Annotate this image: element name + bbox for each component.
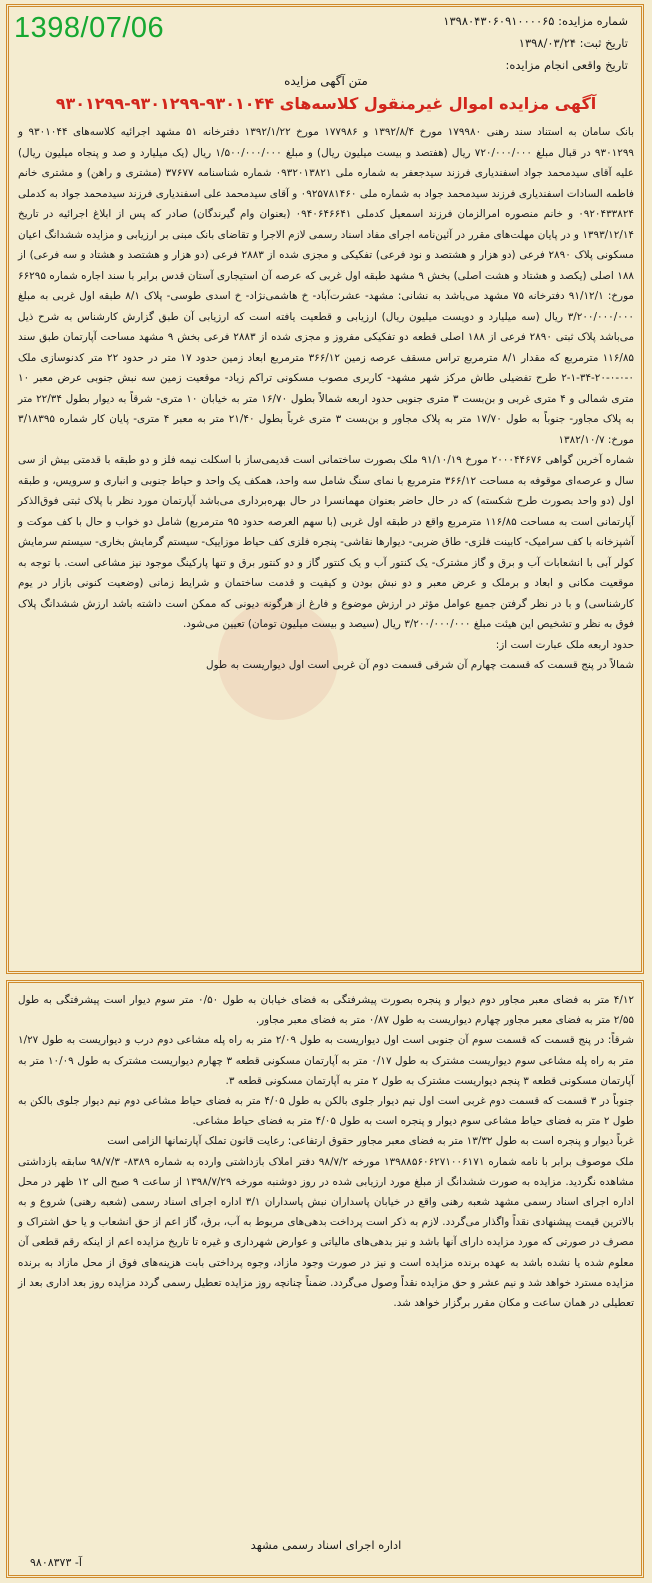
paragraph: غرباً دیوار و پنجره است به طول ۱۳/۳۲ متر به فضای معبر مجاور حقوق ارتفاعی: رعایت قانون تملک آپارتمانها الزامی است: [107, 1135, 634, 1148]
paragraph: حدود اربعه ملک عبارت است از:: [495, 638, 634, 651]
footer-signature: اداره اجرای اسناد رسمی مشهد: [250, 1538, 402, 1552]
notice-body-top: [18, 122, 634, 676]
notice-body-bottom: [18, 990, 634, 1313]
actual-date: تاریخ واقعی انجام مزایده:: [505, 58, 628, 72]
notice-label: متن آگهی مزایده: [284, 74, 368, 88]
header-info: [298, 10, 628, 76]
footer-code: آ- ۹۸۰۸۳۷۳: [30, 1556, 82, 1569]
notice-title: آگهی مزایده اموال غیرمنقول کلاسه‌های ۹۳۰۱۰۴۴-۹۳۰۱۲۹۹-۹۳۰۱۲۹۹: [55, 94, 597, 113]
auction-number: شماره مزایده: ۱۳۹۸۰۴۳۰۶۰۹۱۰۰۰۰۶۵: [443, 14, 628, 28]
paragraph: بانک سامان به استناد سند رهنی ۱۷۹۹۸۰ مورخ ۱۳۹۲/۸/۴ و ۱۷۷۹۸۶ مورخ ۱۳۹۲/۱/۲۲ دفترخانه ۵۱ مشهد اجرائیه کلاسه‌های ۹۳۰۱۰۴۴ و ۹۳۰۱۲۹۹ در قبال مبلغ ۷۲۰/۰۰۰/۰۰۰ ریال (هفتصد و بیست میلیون ریال) و مبلغ ۱/۵۰۰/۰۰۰/۰۰۰ ریال (یک میلیارد و صد و پنجاه میلیون ریال) علیه آقای سیدمحمد جواد اسفندیاری فرزند سیدجعفر به شماره ملی ۰۹۳۲۰۱۳۸۲۱ شماره شناسنامه ۳۷۶۷۷ (مشتری و راهن) و مشتری خانم فاطمه السادات اسفندیاری فرزند سیدمحمد جواد به شماره ملی ۰۹۲۵۷۸۱۴۶۰ و آقای سیدمحمد علی اسفندیاری فرزند سیدمحمد جواد به کدملی ۰۹۲۰۴۳۳۸۲۴ و خانم منصوره امرالزمان فرزند اسمعیل کدملی ۰۹۴۰۶۴۶۶۴۱ (بعنوان وام گیرندگان) صادر که پس از ابلاغ اجرائیه در تاریخ ۱۳۹۳/۱۲/۱۴ و در پایان مهلت‌های مقرر در آئین‌نامه اجرای مفاد اسناد رسمی لازم الاجرا و تقاضای بانک مبنی بر ارزیابی و مزایده ششدانگ اعیان مسکونی پلاک ۲۸۹۰ فرعی (دو هزار و هشتصد و نود فرعی) تفکیکی و مجزی شده از ۲۸۸۳ فرعی (دو هزار و هشتصد و هشتاد و سه فرعی) از ۱۸۸ اصلی (یکصد و هشتاد و هشت اصلی) بخش ۹ مشهد طبقه اول غربی که عرصه آن استیجاری آستان قدس برابر با سند اجاره شماره ۶۶۲۹۵ مورخ: ۹۱/۱۲/۱ دفترخانه ۷۵ مشهد می‌باشد به نشانی: مشهد- عشرت‌آباد- خ هاشمی‌نژاد- خ اسدی طوسی- پلاک ۸/۱ طبقه اول غربی به مبلغ ۳/۲۰۰/۰۰۰/۰۰۰ ریال (سه میلیارد و دویست میلیون ریال) ارزیابی و قطعیت یافته است که ارزیابی آن طبق گزارش کارشناس به شرح ذیل می‌باشد پلاک ثبتی ۲۸۹۰ فرعی از ۱۸۸ اصلی قطعه دو تفکیکی مفروز و مجزی شده از ۲۸۸۳ فرعی بخش ۹ مشهد مساحت آپارتمان طبق سند ۱۱۶/۸۵ مترمربع که مقدار ۸/۱ مترمربع تراس مسقف عرصه زمین ۳۶۶/۱۲ مترمربع ابعاد زمین حدود ۱۷ متر در حدود ۲۲ متر کدنوسازی ملک ۰-۰-۰-۲۰-۳۴-۱-۲ طرح تفضیلی طاش مرکز شهر مشهد- کاربری مصوب مسکونی تراکم زیاد- موقعیت زمین سه نبش جنوبی عرض معبر ۱۰ متری شمالی و ۴ متری غربی و بن‌بست ۳ متری جنوبی حدود اربعه شمالاً بطول ۱۶/۷۰ متر به خیابان ۱۰ متری- شرقاً به دیوار بطول ۲۲/۳۴ متر به پلاک مجاور- جنوباً به طول ۱۷/۷۰ متر به پلاک مجاور و بن‌بست ۳ متری غرباً بطول ۲۱/۴۰ متر به معبر ۴ متری- پایان کار شماره ۳/۱۸۳۹۵ مورخ: ۱۳۸۲/۱۰/۷: [18, 126, 635, 446]
paragraph: جنوباً در ۳ قسمت که قسمت دوم غربی است اول نیم دیوار جلوی بالکن به طول ۴/۰۵ متر به فضای حیاط مشاعی دوم نیم دیوار جلوی بالکن به طول ۲ متر به فضای حیاط مشاعی سوم دیوار و پنجره است به طول ۴/۰۵ متر به فضای حیاط مشاعی.: [18, 1095, 634, 1128]
paragraph: شماره آخرین گواهی ۲۰۰۰۴۴۶۷۶ مورخ ۹۱/۱۰/۱۹ ملک بصورت ساختمانی است قدیمی‌ساز با اسکلت نیمه فلز و دو طبقه با قدمتی بیش از سی سال و عرصه‌ای موقوفه به مساحت ۳۶۶/۱۲ مترمربع با نمای سنگ شامل سه واحد، همکف یک واحد و حیاط جنوبی و انباری و سرویس، و طبقه اول (دو واحد بصورت طرح شکسته) که در حال حاضر بعنوان مهمانسرا در حال بهره‌برداری می‌باشد آپارتمان مورد نظر با پلاک ثبتی فوق‌الذکر آپارتمانی است به مساحت ۱۱۶/۸۵ مترمربع واقع در طبقه اول غربی (با سهم العرصه حدود ۹۵ مترمربع) شامل دو خواب و حال با کف موکت و آشپزخانه با کف سرامیک- کابینت فلزی- طاق ضربی- دیوارها نقاشی- پنجره فلزی کف حیاط موزاییک- سیستم گرمایش بخاری- سیستم سرمایش کولر آبی با انشعابات آب و برق و گاز مشترک- یک کنتور آب و یک کنتور گاز و دو کنتور برق و تنها پارکینگ موجود نیز مشاعی است. با توجه به موقعیت مکانی و ابعاد و برملک و عرض معبر و دو نبش بودن و کیفیت و قدمت ساختمان و شرایط زمانی (وضعیت کنونی بازار در یوم کارشناسی) و با در نظر گرفتن جمیع عوامل مؤثر در ارزش موضوع و فارغ از هرگونه دیونی که ممکن است داشته باشد ارزش ششدانگ پلاک فوق به نظر و تشخیص این هیئت مبلغ ۳/۲۰۰/۰۰۰/۰۰۰ ریال (سیصد و بیست میلیون تومان) تعیین می‌شود.: [18, 454, 635, 630]
paragraph: شرقاً: در پنج قسمت که قسمت سوم آن جنوبی است اول دیواریست به طول ۲/۰۹ متر به راه پله مشاعی دوم درب و دیواریست به طول ۱/۲۷ متر به راه پله مشاعی سوم دیواریست مشترک به طول ۰/۱۷ متر به آپارتمان مسکونی قطعه ۳ چهارم دیواریست مشترک به طول ۱۰/۰۹ متر به آپارتمان مسکونی قطعه ۳ پنجم دیواریست مشترک به طول ۲ متر به آپارتمان مسکونی قطعه ۳.: [18, 1034, 634, 1087]
paragraph: ۴/۱۲ متر به فضای معبر مجاور دوم دیوار و پنجره بصورت پیشرفتگی به فضای خیابان به طول ۰/۵۰ متر سوم دیوار است پیشرفتگی به طول ۲/۵۵ متر به فضای معبر مجاور چهارم دیواریست به طول ۰/۸۷ متر به فضای معبر مجاور.: [18, 994, 634, 1027]
date-stamp: 1398/07/06: [14, 12, 165, 44]
paragraph: ملک موصوف برابر با نامه شماره ۱۳۹۸۸۵۶۰۶۲۷۱۰۰۶۱۷۱ مورخه ۹۸/۷/۲ دفتر املاک بازداشتی وارده به شماره ۸۳۸۹- ۹۸/۷/۳ سابقه بازداشتی مشاهده نگردید. مزایده به صورت ششدانگ از مبلغ مورد ارزیابی شده در روز دوشنبه مورخه ۱۳۹۸/۷/۲۹ از ساعت ۹ صبح الی ۱۲ ظهر در محل اداره اجرای اسناد رسمی مشهد شعبه رهنی واقع در خیابان پاسداران نبش پاسداران ۳/۱ اداره اجرای اسناد رسمی (شعبه رهنی) شروع و به بالاترین قیمت پیشنهادی نقداً واگذار می‌گردد. لازم به ذکر است پرداخت بدهی‌های مربوط به آب، برق، گاز اعم از حق انشعاب و یا حق اشتراک و مصرف در صورتی که مورد مزایده دارای آنها باشد و نیز بدهی‌های مالیاتی و عوارض شهرداری و غیره تا تاریخ مزایده اعم از اینکه رقم قطعی آن معلوم شده یا نشده باشد به عهده برنده مزایده است و نیز در صورت وجود مازاد، وجوه پرداختی بابت هزینه‌های فوق از محل مازاد به برنده مزایده مسترد خواهد شد و نیم عشر و حق مزایده نقداً وصول می‌گردد. ضمناً چنانچه روز مزایده تعطیل رسمی گردد مزایده روز بعد اداری بعد از تعطیلی در همان ساعت و مکان مقرر برگزار خواهد شد.: [18, 1155, 634, 1310]
registration-date: تاریخ ثبت: ۱۳۹۸/۰۳/۲۴: [518, 36, 628, 50]
paragraph: شمالاً در پنج قسمت که قسمت چهارم آن شرقی قسمت دوم آن غربی است اول دیواریست به طول: [206, 659, 634, 671]
